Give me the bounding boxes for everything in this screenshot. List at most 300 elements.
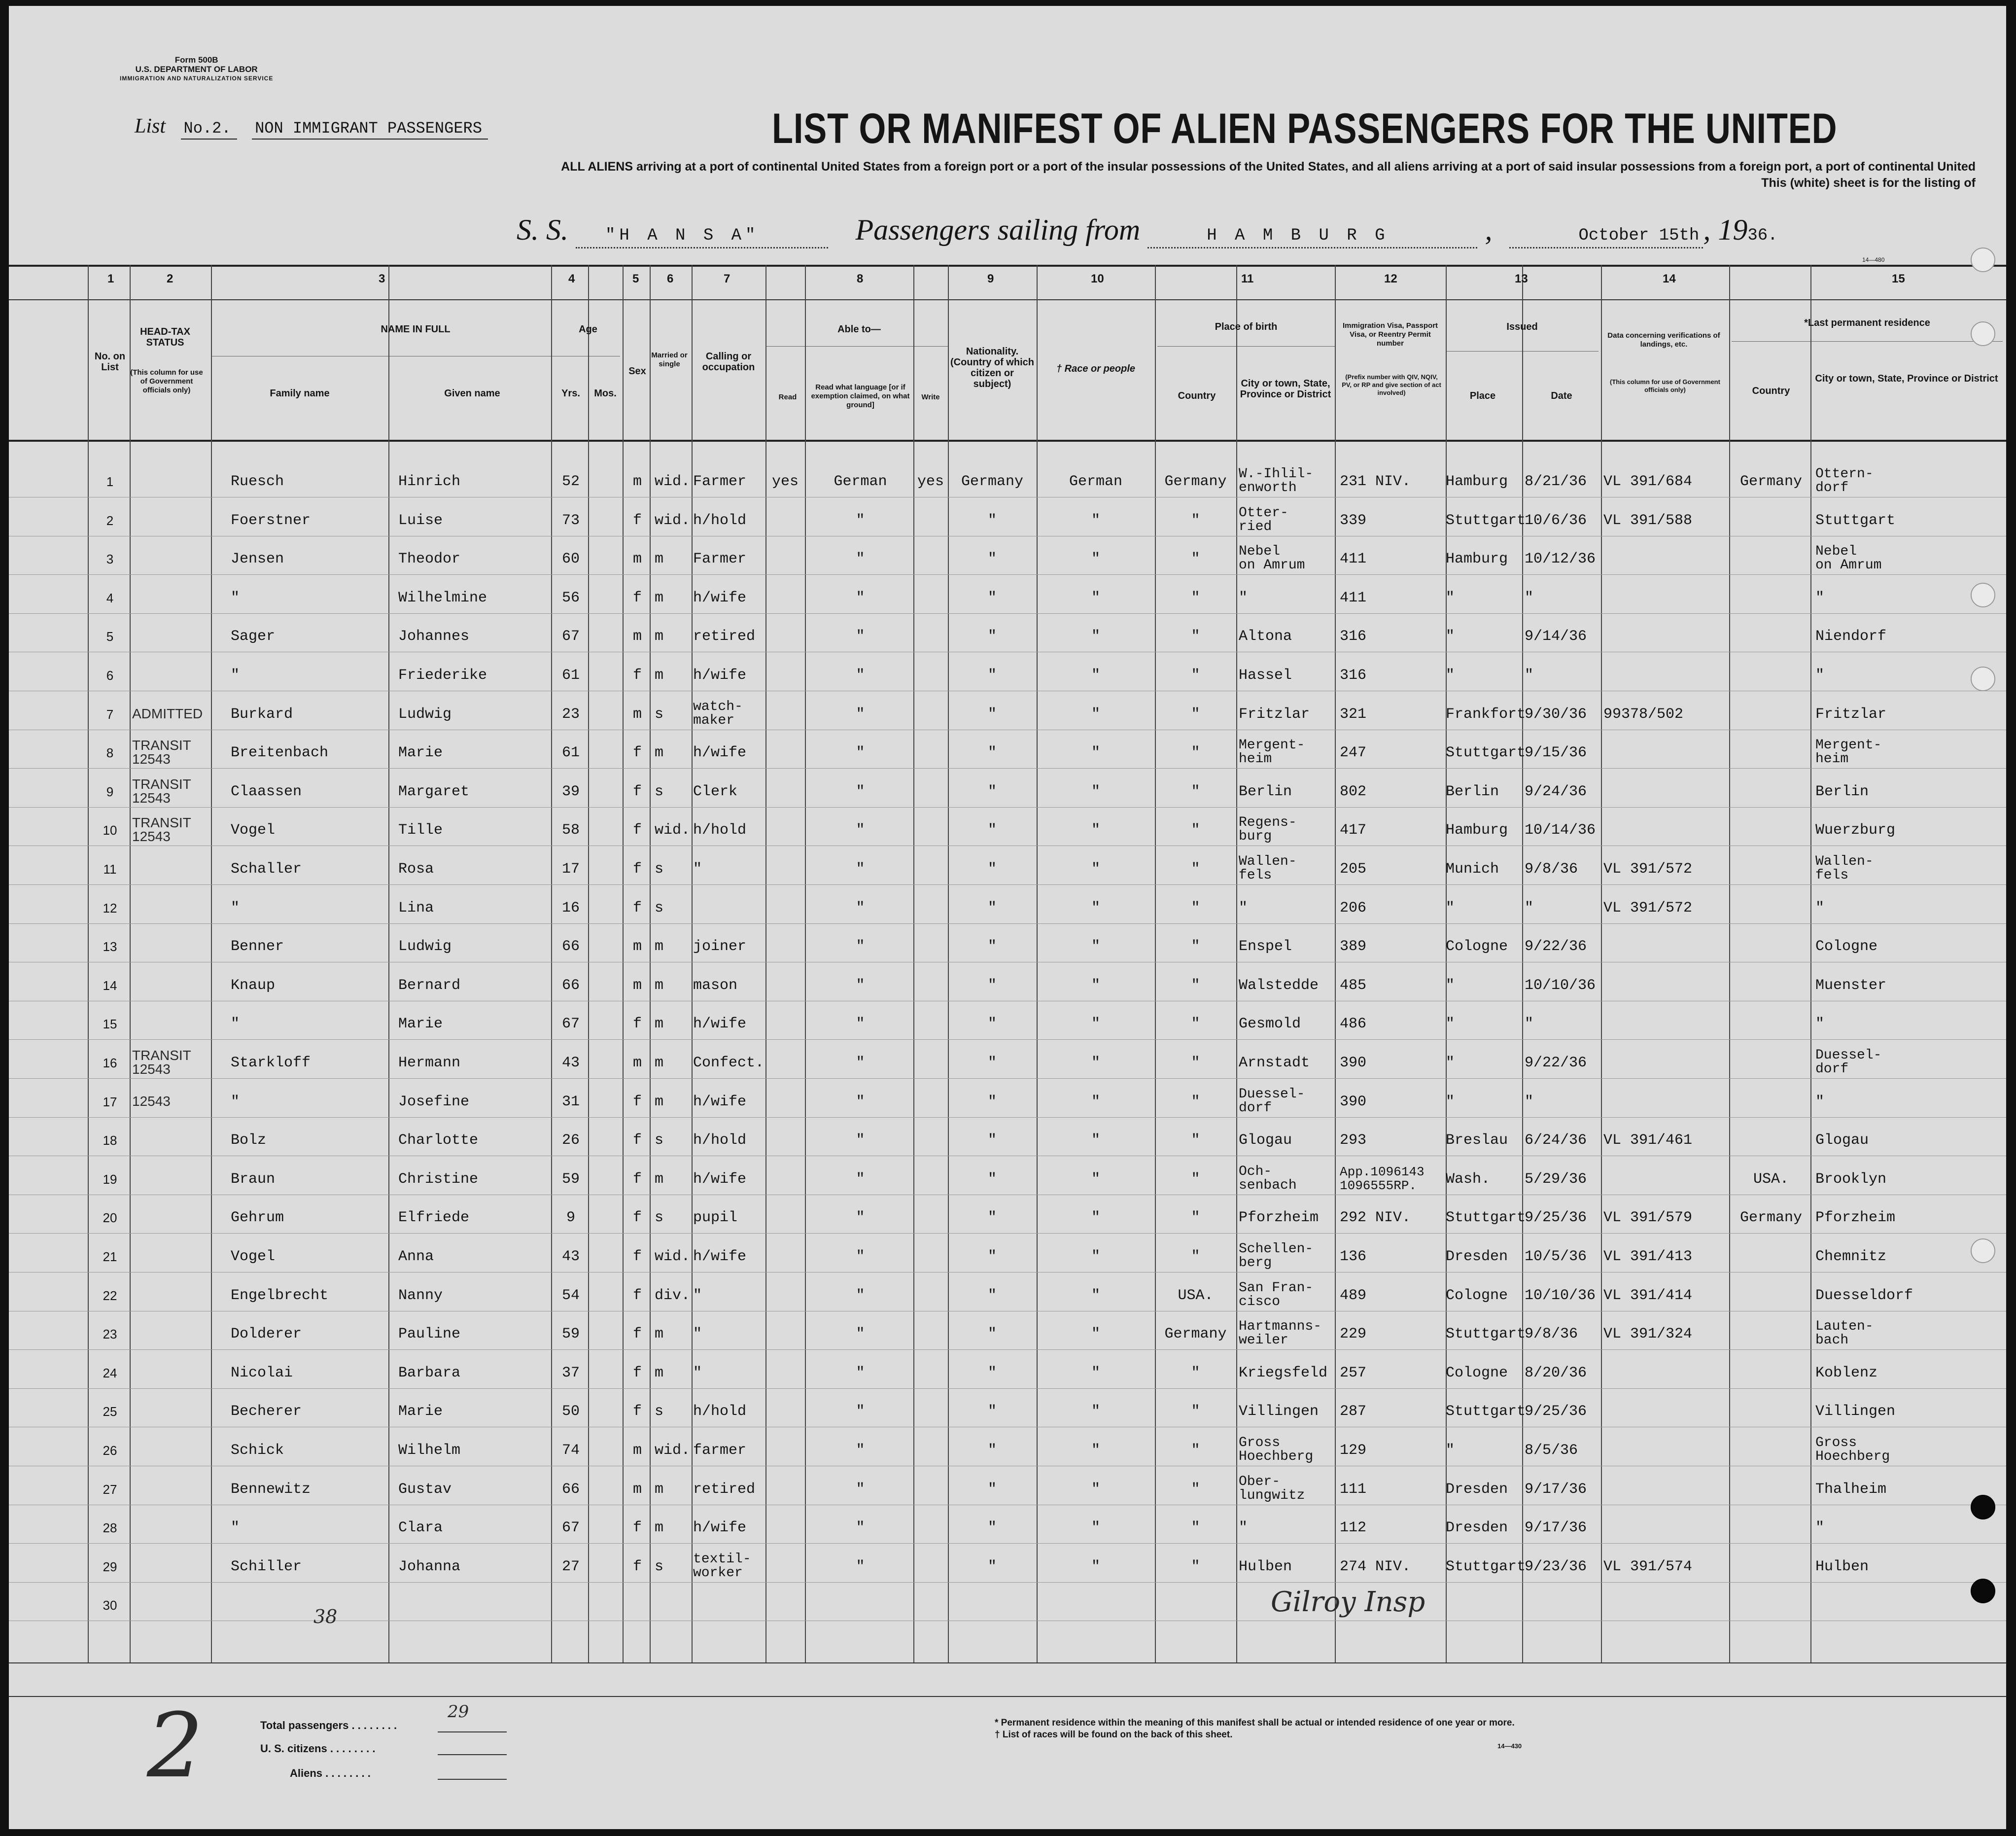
cell-place: " [1446,1442,1455,1459]
cell-visa: 802 [1340,783,1367,800]
cell-country: " [1191,551,1200,568]
cell-no: 10 [103,823,117,838]
cell-ms: div. [655,1287,691,1304]
cell-visa: 389 [1340,938,1367,955]
cell-place: Stuttgart [1446,512,1526,529]
cell-yrs: 74 [561,1442,580,1459]
cell-tax: TRANSIT 12543 [132,776,191,806]
cell-nat: " [987,1558,997,1575]
cell-city: Altona [1239,628,1292,645]
cell-calling: h/hold [693,512,747,529]
cell-yrs: 39 [561,783,580,800]
cell-ms: s [655,706,664,723]
binder-hole [1971,1579,1995,1603]
cell-no: 24 [103,1365,117,1380]
cell-family: Gehrum [231,1209,284,1227]
column-number: 11 [1241,272,1254,285]
cell-country: " [1191,1209,1200,1227]
table-row [9,1210,2006,1249]
cell-calling: " [693,1287,702,1304]
cell-lang: " [856,1481,865,1498]
cell-rcity: Niendorf [1815,628,1887,645]
cell-nat: " [987,1403,997,1420]
cell-nat: " [987,899,997,917]
cell-yrs: 43 [561,1055,580,1071]
ship-name: "H A N S A" [576,226,828,248]
cell-city: Glogau [1239,1132,1292,1149]
hdr-nationality: Nationality. (Country of which citizen or subject) [950,346,1034,389]
cell-visa: 257 [1340,1364,1367,1381]
cell-nat: " [987,861,997,878]
cell-ms: m [655,667,664,684]
cell-rcity: " [1815,1016,1825,1033]
cell-lang: " [856,1016,865,1033]
cell-no: 29 [103,1559,117,1574]
cell-nat: " [987,628,997,645]
cell-place: " [1446,977,1455,994]
cell-given: Josefine [398,1093,470,1110]
header-rule-bottom [9,440,2006,442]
cell-yrs: 23 [561,706,580,723]
cell-rcity: Cologne [1815,938,1878,955]
cell-calling: pupil [693,1209,738,1227]
row-rule [9,807,2006,808]
cell-visa: 321 [1340,706,1367,723]
cell-date: 9/22/36 [1525,1055,1587,1071]
cell-no: 6 [106,668,114,683]
cell-city: Pforzheim [1239,1209,1319,1227]
hdr-head-tax: HEAD-TAX STATUS [140,326,190,348]
cell-yrs: 59 [561,1326,580,1343]
cell-race: " [1091,628,1100,645]
cell-verif: VL 391/413 [1603,1248,1693,1265]
subtitle-line-1: ALL ALIENS arriving at a port of continental United States from a foreign port or a port of the insular possessions of the United States, and all aliens arriving at a port of said insular possessions from a foreign port, a port of continental United [561,160,1976,174]
cell-rcity: Stuttgart [1815,512,1896,529]
cell-country: " [1191,1132,1200,1149]
cell-calling: Confect. [693,1055,765,1071]
cell-verif: VL 391/572 [1603,899,1693,917]
cell-given: Hermann [398,1055,461,1071]
cell-place: Hamburg [1446,473,1508,490]
row-rule [9,1349,2006,1350]
cell-rcity: Duesseldorf [1815,1287,1913,1304]
able-subrule [765,346,948,347]
cell-race: " [1091,667,1100,684]
binder-hole [1971,247,1995,272]
cell-sex: f [632,822,642,839]
cell-family: Vogel [231,1248,276,1265]
cell-sex: f [632,512,642,529]
cell-given: Charlotte [398,1132,479,1149]
cell-given: Gustav [398,1481,452,1498]
cell-rcity: Thalheim [1815,1481,1887,1498]
cell-yrs: 61 [561,667,580,684]
column-number: 4 [568,272,575,285]
column-number: 7 [724,272,730,285]
cell-lang: " [856,667,865,684]
hdr-age: Age [579,324,597,335]
cell-family: " [231,899,240,917]
row-rule [9,1039,2006,1040]
cell-rcity: Koblenz [1815,1364,1878,1381]
cell-place: Stuttgart [1446,1403,1526,1420]
cell-nat: " [987,667,997,684]
cell-visa: 485 [1340,977,1367,994]
cell-ms: wid. [655,822,691,839]
subtitle [408,159,1976,191]
cell-country: " [1191,1364,1200,1381]
hdr-res-city: City or town, State, Province or District [1815,373,1998,384]
cell-race: " [1091,1403,1100,1420]
cell-sex: f [632,1326,642,1343]
cell-yrs: 59 [561,1170,580,1188]
cell-lang: German [834,473,887,490]
cell-city: " [1239,899,1248,917]
cell-calling: h/hold [693,822,747,839]
cell-rcity: Nebel on Amrum [1815,544,1882,573]
cell-place: Hamburg [1446,822,1508,839]
cell-family: Schick [231,1442,284,1459]
table-row [9,1280,2006,1327]
cell-no: 26 [103,1443,117,1458]
cell-ms: m [655,1326,664,1343]
table-row [9,1164,2006,1210]
cell-race: " [1091,899,1100,917]
cell-yrs: 50 [561,1403,580,1420]
cell-given: Johanna [398,1558,461,1575]
cell-calling: h/wife [693,1093,747,1110]
cell-calling: h/wife [693,1248,747,1265]
aliens-underline [438,1779,507,1780]
cell-given: Bernard [398,977,461,994]
cell-lang: " [856,783,865,800]
cell-family: Braun [231,1170,276,1188]
cell-lang: " [856,1403,865,1420]
cell-no: 27 [103,1482,117,1497]
cell-rcity: " [1815,667,1825,684]
cell-sex: m [632,628,642,645]
cell-verif: VL 391/574 [1603,1558,1693,1575]
cell-calling: h/wife [693,1170,747,1188]
cell-place: Dresden [1446,1519,1508,1537]
cell-yrs: 31 [561,1093,580,1110]
cell-lang: " [856,938,865,955]
cell-country: " [1191,938,1200,955]
cell-visa: 287 [1340,1403,1367,1420]
hdr-sex: Sex [628,366,646,377]
cell-sex: m [632,551,642,568]
cell-place: Frankfort [1446,706,1526,723]
cell-race: " [1091,512,1100,529]
cell-given: Ludwig [398,706,452,723]
cell-visa: 111 [1340,1481,1367,1498]
table-row [9,1520,2006,1559]
table-rule-bottom [9,1662,2006,1663]
cell-rcity: Brooklyn [1815,1170,1887,1188]
cell-race: " [1091,589,1100,606]
hdr-married: Married or single [651,351,688,368]
cell-sex: f [632,1519,642,1537]
row-rule [9,768,2006,769]
form-number: Form 500B [174,55,218,65]
header-rule-numbers [9,299,2006,300]
cell-place: Wash. [1446,1170,1491,1188]
cell-lang: " [856,551,865,568]
hdr-verifications-note: (This column for use of Government officials only) [1610,378,1720,393]
cell-lang: " [856,899,865,917]
cell-date: 9/17/36 [1525,1519,1587,1537]
cell-no: 17 [103,1094,117,1109]
cell-no: 25 [103,1404,117,1419]
hdr-place-of-birth: Place of birth [1215,321,1278,332]
cell-yrs: 67 [561,1519,580,1537]
cell-nat: " [987,1519,997,1537]
cell-country: " [1191,1170,1200,1188]
cell-race: " [1091,1481,1100,1498]
table-row [9,901,2006,939]
cell-ms: wid. [655,1248,691,1265]
cell-city: Walstedde [1239,977,1319,994]
cell-nat: " [987,1287,997,1304]
cell-country: " [1191,977,1200,994]
cell-ms: s [655,1558,664,1575]
cell-sex: f [632,1209,642,1227]
cell-rcity: Pforzheim [1815,1209,1896,1227]
inspector-signature: Gilroy Insp [1271,1586,1425,1618]
row-rule [9,574,2006,575]
cell-calling: Farmer [693,551,747,568]
cell-no: 3 [106,552,114,567]
cell-race: " [1091,1558,1100,1575]
table-row [9,544,2006,590]
cell-yrs: 26 [561,1132,580,1149]
cell-nat: " [987,1093,997,1110]
column-number: 1 [107,272,114,285]
cell-given: Lina [398,899,434,917]
cell-sex: f [632,667,642,684]
cell-verif: VL 391/461 [1603,1132,1693,1149]
cell-ms: m [655,938,664,955]
cell-city: Nebel on Amrum [1239,544,1305,573]
cell-race: " [1091,1170,1100,1188]
us-citizens-label: U. S. citizens . . . . . . . . [260,1742,376,1755]
cell-tax: TRANSIT 12543 [132,1048,191,1077]
cell-rcountry: USA. [1753,1170,1789,1188]
cell-sex: f [632,783,642,800]
column-number: 2 [167,272,174,285]
cell-sex: f [632,1287,642,1304]
cell-place: " [1446,1093,1455,1110]
cell-visa: 206 [1340,899,1367,917]
cell-no: 5 [106,629,114,644]
cell-city: San Fran- cisco [1239,1280,1314,1309]
cell-nat: Germany [961,473,1024,490]
cell-country: " [1191,512,1200,529]
cell-nat: " [987,1248,997,1265]
cell-given: Rosa [398,861,434,878]
cell-country: " [1191,1481,1200,1498]
cell-place: Cologne [1446,1287,1508,1304]
cell-rcity: Hulben [1815,1558,1869,1575]
cell-family: Ruesch [231,473,284,490]
hdr-visa-note: (Prefix number with QIV, NQIV, PV, or RP and give section of act involved) [1342,373,1441,396]
cell-nat: " [987,551,997,568]
cell-visa: 390 [1340,1055,1367,1071]
citizens-underline [438,1754,507,1755]
cell-country: " [1191,1558,1200,1575]
cell-read: yes [771,473,799,490]
table-row [9,1435,2006,1482]
cell-family: Claassen [231,783,302,800]
cell-given: Marie [398,744,443,762]
cell-date: 10/14/36 [1525,822,1596,839]
cell-yrs: 66 [561,938,580,955]
cell-yrs: 58 [561,822,580,839]
hdr-birth-country: Country [1178,390,1216,401]
cell-race: " [1091,1132,1100,1149]
cell-race: " [1091,977,1100,994]
aliens-label: Aliens . . . . . . . . [290,1767,371,1779]
hdr-res-country: Country [1752,386,1790,396]
cell-lang: " [856,977,865,994]
cell-ms: wid. [655,512,691,529]
cell-date: 6/24/36 [1525,1132,1587,1149]
cell-calling: mason [693,977,738,994]
cell-race: " [1091,1287,1100,1304]
hdr-read: Read [778,393,797,401]
row-rule [9,1078,2006,1079]
cell-yrs: 67 [561,1016,580,1033]
hdr-name-in-full: NAME IN FULL [381,324,451,335]
cell-nat: " [987,1481,997,1498]
cell-ms: s [655,783,664,800]
cell-calling: h/wife [693,744,747,762]
cell-date: " [1525,667,1534,684]
cell-rcity: Muenster [1815,977,1887,994]
cell-race: " [1091,744,1100,762]
binder-hole [1971,667,1995,691]
table-row [9,699,2006,745]
cell-visa: 247 [1340,744,1367,762]
cell-verif: VL 391/414 [1603,1287,1693,1304]
cell-given: Hinrich [398,473,461,490]
list-label: List [135,115,166,138]
cell-place: Cologne [1446,938,1508,955]
cell-given: Clara [398,1519,443,1537]
cell-visa: 293 [1340,1132,1367,1149]
cell-yrs: 27 [561,1558,580,1575]
cell-calling: " [693,1326,702,1343]
binder-hole [1971,321,1995,346]
cell-family: Sager [231,628,276,645]
cell-calling: " [693,861,702,878]
cell-date: 10/10/36 [1525,1287,1596,1304]
cell-place: " [1446,667,1455,684]
cell-family: Benner [231,938,284,955]
cell-no: 1 [106,474,114,489]
cell-rcity: Chemnitz [1815,1248,1887,1265]
list-type: NON IMMIGRANT PASSENGERS [252,119,488,140]
list-line [135,114,488,140]
cell-city: Schellen- berg [1239,1241,1314,1271]
cell-date: 9/17/36 [1525,1481,1587,1498]
cell-country: " [1191,1055,1200,1071]
header-rule-top [9,265,2006,267]
cell-city: Ober- lungwitz [1239,1474,1305,1503]
cell-place: Stuttgart [1446,1558,1526,1575]
table-row [9,1551,2006,1598]
cell-sex: f [632,1093,642,1110]
cell-sex: f [632,1364,642,1381]
cell-family: " [231,1519,240,1537]
cell-calling: h/wife [693,589,747,606]
cell-sex: f [632,1170,642,1188]
cell-date: 8/5/36 [1525,1442,1578,1459]
cell-verif: VL 391/324 [1603,1326,1693,1343]
table-row [9,1598,2006,1636]
hdr-family-name: Family name [270,388,330,399]
cell-family: Vogel [231,822,276,839]
cell-no: 30 [103,1598,117,1613]
cell-date: 9/8/36 [1525,1326,1578,1343]
cell-given: Johannes [398,628,470,645]
bottom-handwritten-number: 2 [147,1695,204,1798]
cell-place: Breslau [1446,1132,1508,1149]
cell-rcity: Wuerzburg [1815,822,1896,839]
cell-lang: " [856,1326,865,1343]
cell-yrs: 37 [561,1364,580,1381]
binder-hole [1971,1495,1995,1519]
cell-nat: " [987,1016,997,1033]
cell-race: " [1091,1055,1100,1071]
cell-calling: Farmer [693,473,747,490]
cell-rcity: " [1815,1519,1825,1537]
cell-visa: 292 NIV. [1340,1209,1411,1227]
cell-ms: s [655,1209,664,1227]
cell-given: Elfriede [398,1209,470,1227]
cell-city: Arnstadt [1239,1055,1310,1071]
cell-calling: retired [693,628,756,645]
cell-nat: " [987,1442,997,1459]
cell-verif: VL 391/579 [1603,1209,1693,1227]
cell-visa: 339 [1340,512,1367,529]
cell-lang: " [856,1209,865,1227]
cell-family: Knaup [231,977,276,994]
cell-lang: " [856,1093,865,1110]
department: U.S. DEPARTMENT OF LABOR [135,65,258,74]
cell-place: Stuttgart [1446,1209,1526,1227]
cell-country: " [1191,628,1200,645]
cell-rcity: Fritzlar [1815,706,1887,723]
voyage-line: S. S. "H A N S A" Passengers sailing from H A M B U R G , October 15th , 1936. [517,213,1778,248]
cell-given: Margaret [398,783,470,800]
year-suffix: 36. [1747,226,1778,245]
table-row [9,1133,2006,1171]
row-rule [9,1233,2006,1234]
cell-ms: m [655,589,664,606]
cell-visa: 486 [1340,1016,1367,1033]
cell-nat: " [987,1170,997,1188]
cell-tax: TRANSIT 12543 [132,738,191,767]
cell-lang: " [856,1558,865,1575]
cell-no: 8 [106,745,114,761]
cell-rcountry: Germany [1739,1209,1803,1227]
cell-rcity: " [1815,899,1825,917]
cell-visa: 112 [1340,1519,1367,1537]
cell-write: yes [917,473,944,490]
cell-country: Germany [1164,473,1227,490]
cell-no: 13 [103,939,117,954]
